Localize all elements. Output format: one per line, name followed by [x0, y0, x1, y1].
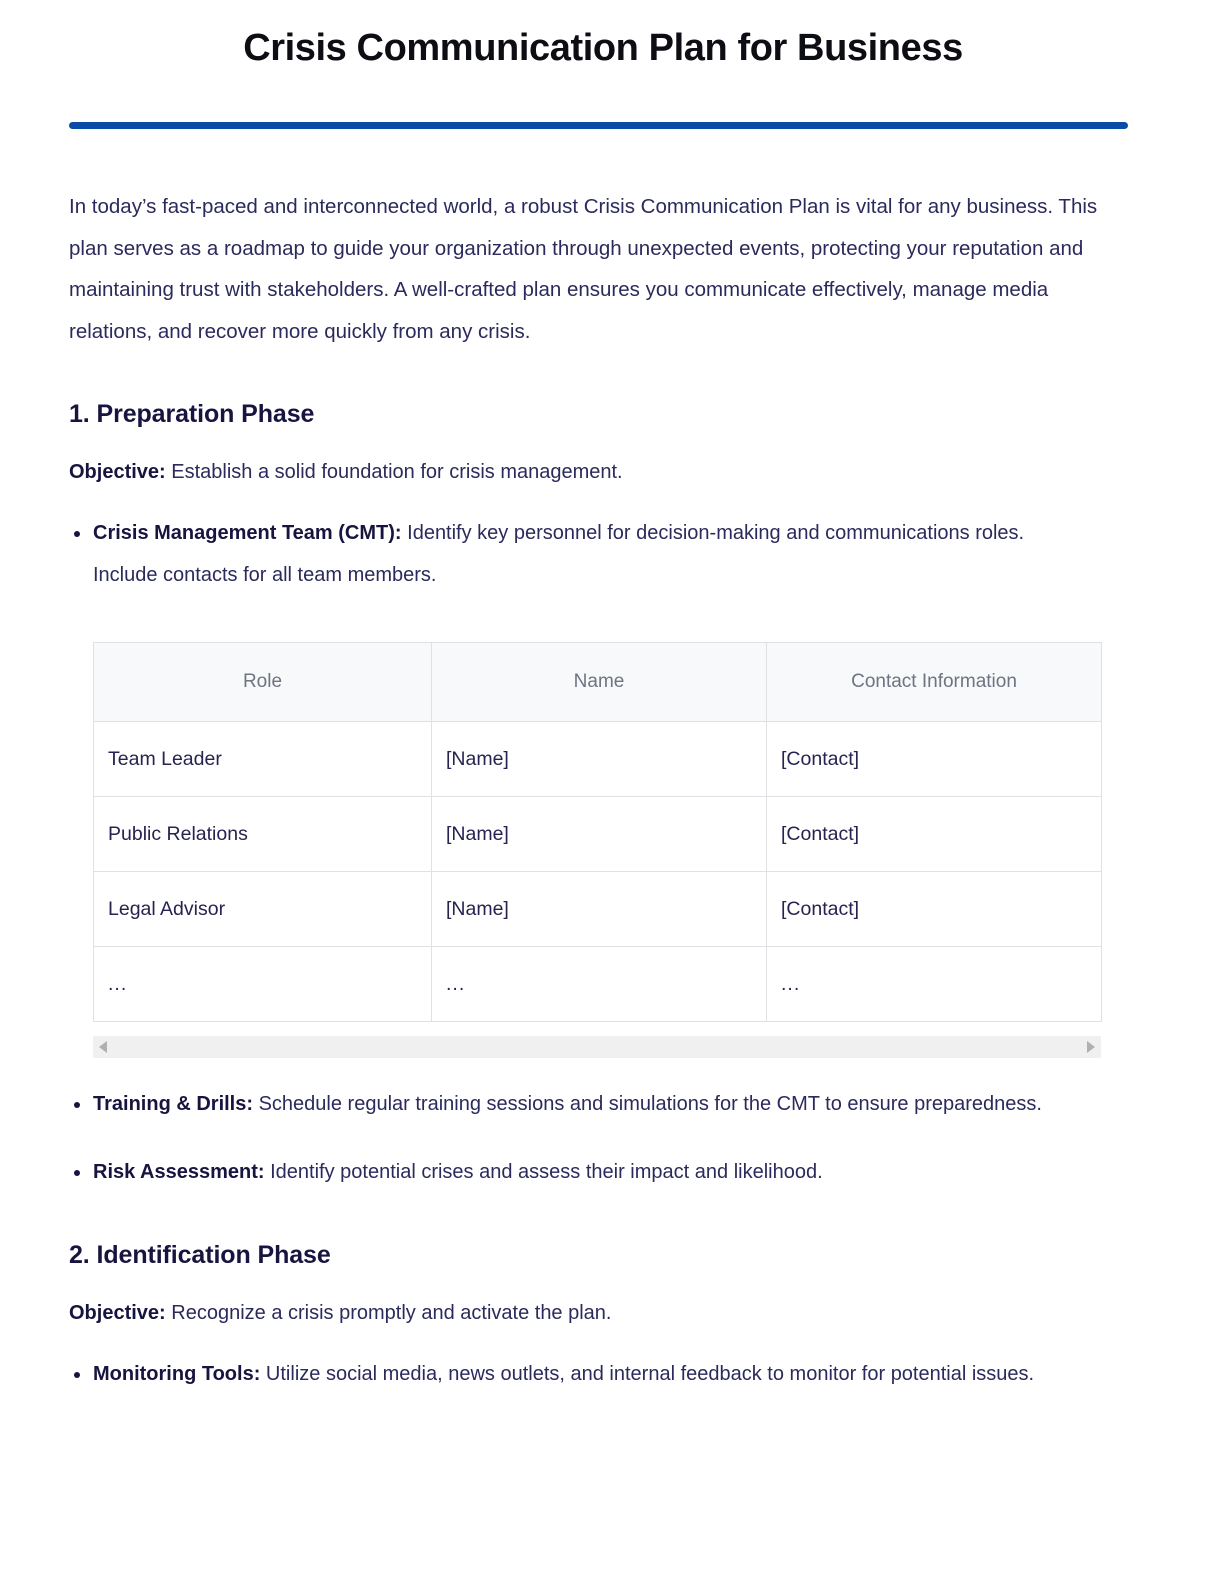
- cmt-contacts-table: [93, 642, 1102, 1022]
- scroll-left-arrow-icon[interactable]: [99, 1041, 107, 1053]
- bullet-list-preparation-post-table: [69, 1084, 1137, 1193]
- list-item-lead: Monitoring Tools:: [93, 1363, 261, 1385]
- bullet-list-preparation-pre-table: [69, 513, 1137, 596]
- list-item-text: Schedule regular training sessions and simulations for the CMT to ensure preparedness.: [253, 1093, 1042, 1115]
- list-item-lead: Crisis Management Team (CMT):: [93, 522, 402, 544]
- table-row: [94, 722, 1102, 797]
- table-row: [94, 947, 1102, 1022]
- table-cell-role: Team Leader: [94, 722, 432, 797]
- table-cell-contact: ...: [767, 947, 1102, 1022]
- table-column-header-name: Name: [432, 643, 767, 722]
- table-horizontal-scrollbar[interactable]: [93, 1036, 1101, 1058]
- table-header-row: [94, 643, 1102, 722]
- list-item: [69, 1084, 1079, 1126]
- page-title: Crisis Communication Plan for Business: [243, 27, 963, 69]
- table-row: [94, 872, 1102, 947]
- table-cell-contact: [Contact]: [767, 722, 1102, 797]
- objective-text: Recognize a crisis promptly and activate the plan.: [165, 1302, 612, 1324]
- objective-text: Establish a solid foundation for crisis management.: [165, 461, 623, 483]
- objective-label: Objective:: [69, 461, 166, 483]
- section-heading-identification-phase: 2. Identification Phase: [69, 1241, 331, 1269]
- table-cell-role: ...: [94, 947, 432, 1022]
- table-cell-name: [Name]: [432, 872, 767, 947]
- list-item-text: Identify potential crises and assess their impact and likelihood.: [264, 1160, 823, 1183]
- section-heading-preparation-phase: 1. Preparation Phase: [69, 400, 315, 428]
- list-item: [69, 513, 1079, 596]
- bullet-list-identification: [69, 1354, 1137, 1396]
- intro-paragraph: In today’s fast-paced and interconnected world, a robust Crisis Communication Plan is vital for any business. This plan serves as a roadmap to guide your organization through unexpected events, protecting your reputation and maintaining trust with stakeholders. A well-crafted plan ensures you communicate effectively, manage media relations, and recover more quickly from any crisis.: [69, 195, 1098, 343]
- list-item: [69, 1354, 1079, 1396]
- objective-label: Objective:: [69, 1302, 166, 1324]
- objective-line-1: [69, 431, 1137, 487]
- table-cell-contact: [Contact]: [767, 797, 1102, 872]
- list-item-text: Utilize social media, news outlets, and internal feedback to monitor for potential issues.: [260, 1363, 1035, 1385]
- list-item-lead: Training & Drills:: [93, 1093, 254, 1115]
- document-body: [0, 129, 1206, 1396]
- list-item-lead: Risk Assessment:: [93, 1160, 265, 1183]
- table-cell-role: Public Relations: [94, 797, 432, 872]
- table-header: [94, 643, 1102, 722]
- list-item: [69, 1152, 1079, 1194]
- table-cell-name: [Name]: [432, 722, 767, 797]
- table-row: [94, 797, 1102, 872]
- table-cell-name: ...: [432, 947, 767, 1022]
- list-item-text: Identify key personnel for decision-making and communications roles. Include contacts for all team members.: [93, 522, 1025, 586]
- table-column-header-role: Role: [94, 643, 432, 722]
- table-cell-role: Legal Advisor: [94, 872, 432, 947]
- objective-line-2: [69, 1272, 1137, 1328]
- table-column-header-contact-information: Contact Information: [767, 643, 1102, 722]
- table-cell-contact: [Contact]: [767, 872, 1102, 947]
- scroll-right-arrow-icon[interactable]: [1087, 1041, 1095, 1053]
- table-cell-name: [Name]: [432, 797, 767, 872]
- table-body: [94, 722, 1102, 1022]
- cmt-contacts-table-container: [93, 642, 1101, 1022]
- title-divider-rule: [69, 122, 1128, 129]
